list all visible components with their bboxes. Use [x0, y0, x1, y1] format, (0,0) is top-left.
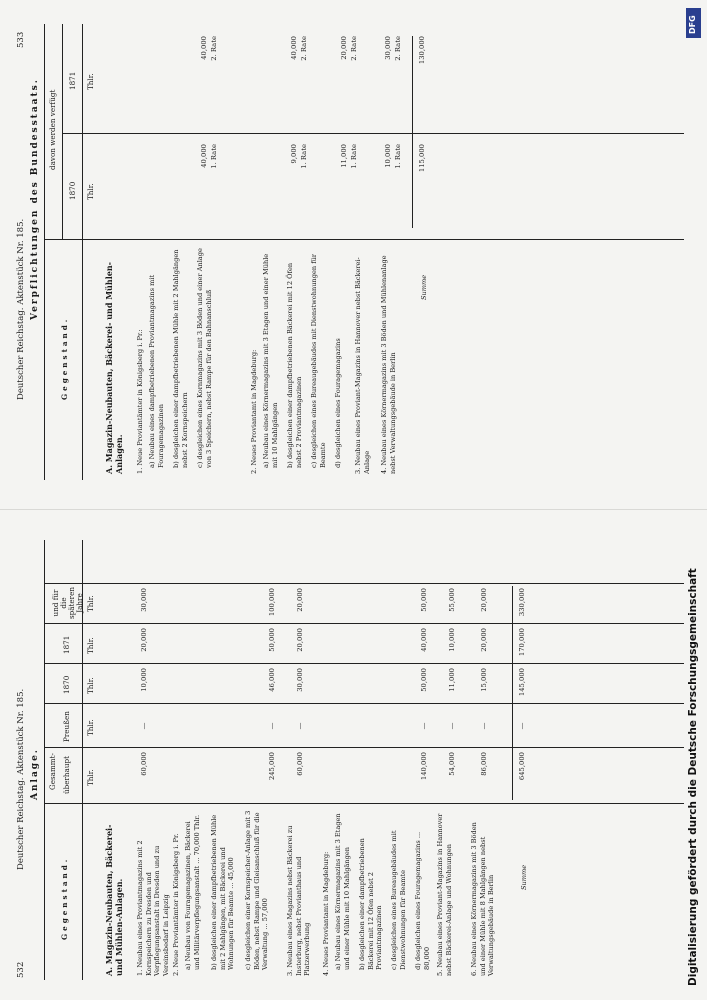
right-cell-sub: 2. Rate [210, 36, 218, 61]
right-cell: 9,000 [290, 144, 298, 164]
left-item: 6. Neubau eines Körnermagazins mit 3 Böden und einer Mühle mit 8 Mahlgängen nebst Verwaltungsgebäude in Berlin [470, 822, 496, 976]
right-item: b) desgleichen einer dampfbetriebenen Bäckerei mit 12 Öfen nebst 2 Proviantmagazinen [286, 262, 303, 468]
right-unit: Thlr. [86, 183, 95, 200]
left-item: d) desgleichen eines Fouragemagazins ... 80,000 [414, 831, 431, 970]
right-cell-sub: 1. Rate [350, 144, 358, 169]
left-item: 2. Neue Proviantämter in Königsberg i. Pr. [172, 833, 180, 976]
right-item: 2. Neues Proviantamt in Magdeburg: [250, 349, 258, 474]
right-cell: 40,000 [200, 36, 208, 60]
right-cell-sub: 1. Rate [300, 144, 308, 169]
right-cell: 20,000 [340, 36, 348, 60]
left-running-head: Deutscher Reichstag. Aktenstück Nr. 185. [16, 688, 26, 870]
left-col-divider [44, 663, 684, 664]
left-cell: 50,000 [420, 668, 428, 692]
left-cell: 54,000 [448, 752, 456, 776]
right-cell: 30,000 [384, 36, 392, 60]
left-cell: 46,000 [268, 668, 276, 692]
left-col-divider [44, 623, 684, 624]
right-col-amount-header: davon werden verfügt [48, 89, 57, 170]
right-cell: 10,000 [384, 144, 392, 168]
left-item: 3. Neubau eines Magazins nebst Bäckerei zu Insterburg, nebst Provianthaus und Platzerwerbung [286, 825, 312, 976]
left-cell: 10,000 [448, 628, 456, 652]
left-cell: — [140, 722, 148, 730]
left-cell: 60,000 [140, 752, 148, 776]
left-cell: — [448, 722, 456, 730]
left-col-divider [44, 747, 684, 748]
right-sum-rule [412, 36, 413, 228]
left-table-top-rule [44, 540, 45, 980]
left-unit: Thlr. [86, 595, 95, 612]
left-item: c) desgleichen eines Bureaugebäudes mit Dienstwohnungen für Beamte [390, 830, 407, 970]
left-sum-cell: 645,000 [518, 752, 526, 781]
right-col-object-header: Gegenstand. [60, 316, 69, 400]
right-col-divider [62, 133, 684, 134]
left-sum-cell: 170,000 [518, 628, 526, 657]
left-sum-label: Summe [520, 864, 528, 890]
dfg-banner-text: Digitalisierung gefördert durch die Deutsche Forschungsgemeinschaft [687, 568, 699, 986]
left-cell: 20,000 [480, 588, 488, 612]
dfg-banner [681, 0, 707, 1000]
right-item: a) Neubau eines Körnermagazins mit 3 Etagen und einer Mühle mit 10 Mahlgängen [262, 253, 279, 468]
right-table-header-rule [82, 24, 83, 480]
left-col-1871: 1871 [62, 635, 71, 654]
right-col-divider [44, 239, 684, 240]
left-item: b) desgleichen einer dampfbetriebenen Mühle mit 2 Mahlgängen, mit Bäckerei und Wohnungen für Beamte ... 45,000 [210, 814, 236, 970]
left-item: 1. Neubau eines Proviantmagazins mit 2 Kornspeichern zu Dresden und Verpflegungsanstalt in Dresden und zu Vereinsbedarf in Leipzig [136, 840, 170, 976]
right-sum-cell: 115,000 [418, 144, 426, 173]
left-item: c) desgleichen einer Kornspeicher-Anlage mit 3 Böden, nebst Rampe und Gleisanschluß für die Verwaltung ... 57,000 [244, 810, 270, 970]
left-page-title: Anlage. [30, 748, 40, 800]
right-subheader-rule [62, 24, 63, 240]
left-col-preussen: Preußen [62, 711, 71, 742]
dfg-logo-text: DFG [688, 15, 697, 34]
left-col-divider [44, 583, 684, 584]
left-cell: 50,000 [420, 588, 428, 612]
left-unit: Thlr. [86, 677, 95, 694]
left-unit: Thlr. [86, 637, 95, 654]
left-item: b) desgleichen einer dampfbetriebenen Bäckerei mit 12 Öfen nebst 2 Proviantmagazinen [358, 838, 384, 970]
left-cell: — [268, 722, 276, 730]
left-cell: 30,000 [296, 668, 304, 692]
left-cell: 20,000 [480, 628, 488, 652]
left-cell: 60,000 [296, 752, 304, 776]
dfg-logo [686, 8, 701, 38]
right-item: c) desgleichen eines Bureaugebäudes mit Dienstwohnungen für Beamte [310, 253, 327, 468]
right-cell: 11,000 [340, 144, 348, 168]
right-table-top-rule [44, 24, 45, 480]
right-item: b) desgleichen einer dampfbetriebenen Mühle mit 2 Mahlgängen nebst 2 Kornspeichern [172, 249, 189, 468]
left-col-divider [44, 803, 684, 804]
left-cell: 55,000 [448, 588, 456, 612]
left-page-number: 532 [16, 961, 26, 978]
left-col-later-years: und für die späteren Jahre [51, 586, 84, 620]
right-unit: Thlr. [86, 73, 95, 90]
left-cell: — [296, 722, 304, 730]
left-cell: 86,000 [480, 752, 488, 776]
right-sum-label: Summe [420, 274, 428, 300]
left-col-divider [44, 703, 684, 704]
left-cell: — [420, 722, 428, 730]
right-item: c) desgleichen eines Kornmagazins mit 3 Böden und einer Anlage von 3 Speichern, nebst Rampe für den Bahnanschluß [196, 248, 213, 468]
left-cell: 20,000 [140, 628, 148, 652]
left-cell: 10,000 [140, 668, 148, 692]
left-section-a: A. Magazin-Neubauten, Bäckerei- und Mühlen-Anlagen. [104, 824, 124, 976]
left-cell: 20,000 [296, 628, 304, 652]
left-cell: 100,000 [268, 588, 276, 617]
right-page-number: 533 [16, 31, 26, 48]
right-running-head: Deutscher Reichstag. Aktenstück Nr. 185. [16, 218, 26, 400]
right-cell-sub: 2. Rate [300, 36, 308, 61]
right-section-a: A. Magazin-Neubauten, Bäckerei- und Mühlen-Anlagen. [104, 262, 124, 474]
right-cell-sub: 1. Rate [394, 144, 402, 169]
left-cell: 140,000 [420, 752, 428, 781]
left-cell: 50,000 [268, 628, 276, 652]
right-cell-sub: 2. Rate [394, 36, 402, 61]
left-cell: 245,000 [268, 752, 276, 781]
right-sum-cell: 130,000 [418, 36, 426, 65]
left-unit: Thlr. [86, 769, 95, 786]
right-item: 3. Neubau eines Proviant-Magazins in Hannover nebst Bäckerei-Anlage [354, 257, 371, 474]
right-item: 1. Neue Proviantämter in Königsberg i. Pr.: [136, 329, 144, 474]
right-cell-sub: 1. Rate [210, 144, 218, 169]
right-col-1871: 1871 [68, 71, 77, 90]
right-item: 4. Neubau eines Körnermagazins mit 3 Böden und Mühlenanlage nebst Verwaltungsgebäude in Berlin [380, 255, 397, 474]
right-cell: 40,000 [200, 144, 208, 168]
left-item: a) Neubau eines Körnermagazins mit 3 Etagen und einer Mühle mit 10 Mahlgängen [334, 813, 351, 970]
left-cell: — [480, 722, 488, 730]
right-cell: 40,000 [290, 36, 298, 60]
left-sum-cell: — [518, 722, 526, 730]
left-item: 5. Neubau eines Proviant-Magazins in Hannover nebst Bäckerei-Anlage und Wohnungen [436, 813, 453, 976]
left-sum-rule [512, 586, 513, 800]
right-cell-sub: 2. Rate [350, 36, 358, 61]
left-cell: 30,000 [140, 588, 148, 612]
left-cell: 20,000 [296, 588, 304, 612]
left-cell: 11,000 [448, 668, 456, 692]
left-col-kosten-header: Gesammt- [48, 753, 57, 790]
right-item: a) Neubau eines dampfbetriebenen Proviantmagazins mit Fouragemagazinen [148, 274, 165, 468]
page-gutter [0, 509, 707, 510]
right-item: d) desgleichen eines Fouragemagazins [334, 338, 342, 468]
left-item: 4. Neues Proviantamt in Magdeburg: [322, 851, 330, 976]
left-cell: 40,000 [420, 628, 428, 652]
right-page-title: Verpflichtungen des Bundesstaats. [30, 78, 40, 320]
left-col-object-header: Gegenstand. [60, 856, 69, 940]
left-sum-cell: 330,000 [518, 588, 526, 617]
left-col-1870: 1870 [62, 675, 71, 694]
left-cell: 15,000 [480, 668, 488, 692]
right-col-1870: 1870 [68, 181, 77, 200]
left-sum-cell: 145,000 [518, 668, 526, 697]
left-unit: Thlr. [86, 719, 95, 736]
left-item: a) Neubau von Fouragemagazinen, Bäckerei und Militärverpflegungsanstalt ... 70,000 Thlr. [184, 814, 201, 970]
left-col-ueberhaupt: überhaupt [62, 756, 71, 794]
